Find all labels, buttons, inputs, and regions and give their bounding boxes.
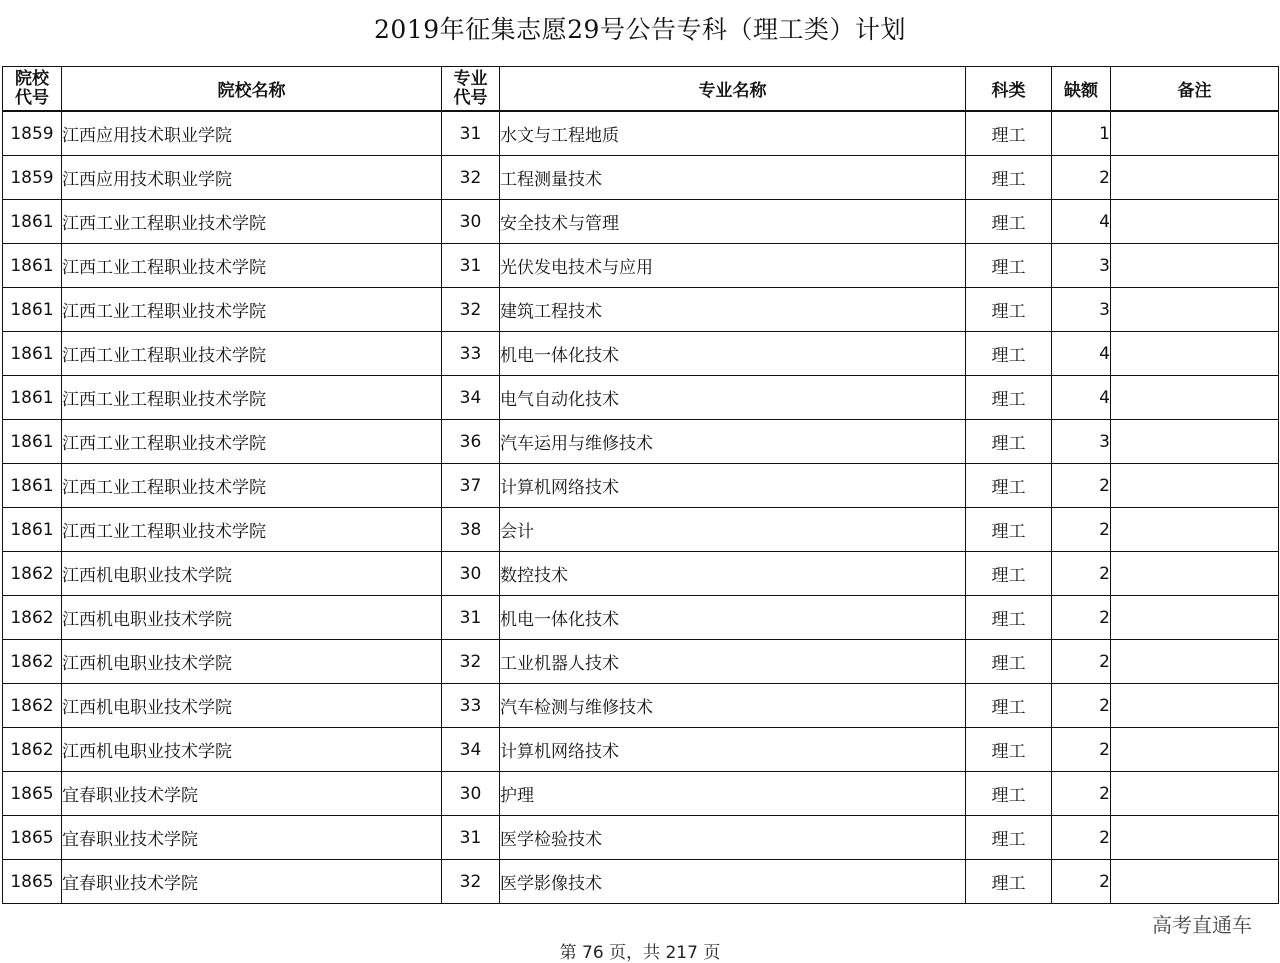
cell-major-name: 水文与工程地质 — [500, 111, 966, 156]
table-row — [3, 376, 1279, 420]
header-school-name: 院校名称 — [62, 67, 442, 112]
cell-quota: 4 — [1052, 332, 1111, 376]
page-title: 2019年征集志愿29号公告专科（理工类）计划 — [374, 15, 906, 44]
table-row — [3, 860, 1279, 904]
cell-major-name: 机电一体化技术 — [500, 596, 966, 640]
cell-note — [1111, 596, 1279, 640]
cell-category: 理工 — [966, 156, 1052, 200]
cell-note — [1111, 552, 1279, 596]
cell-category: 理工 — [966, 508, 1052, 552]
cell-note — [1111, 376, 1279, 420]
cell-category: 理工 — [966, 860, 1052, 904]
cell-quota: 3 — [1052, 244, 1111, 288]
cell-major-name: 机电一体化技术 — [500, 332, 966, 376]
cell-quota: 2 — [1052, 596, 1111, 640]
cell-school-name: 江西机电职业技术学院 — [62, 640, 442, 684]
cell-major-name: 会计 — [500, 508, 966, 552]
cell-note — [1111, 508, 1279, 552]
header-category: 科类 — [966, 67, 1052, 112]
cell-major-code: 36 — [442, 420, 500, 464]
cell-school-name: 江西工业工程职业技术学院 — [62, 332, 442, 376]
cell-major-name: 工程测量技术 — [500, 156, 966, 200]
cell-school-code: 1861 — [3, 464, 62, 508]
cell-note — [1111, 684, 1279, 728]
cell-note — [1111, 772, 1279, 816]
cell-school-name: 江西工业工程职业技术学院 — [62, 376, 442, 420]
cell-major-code: 34 — [442, 728, 500, 772]
cell-category: 理工 — [966, 464, 1052, 508]
cell-school-code: 1861 — [3, 288, 62, 332]
header-major-code-line2: 代号 — [453, 87, 488, 108]
cell-note — [1111, 464, 1279, 508]
cell-major-code: 34 — [442, 376, 500, 420]
cell-major-name: 医学检验技术 — [500, 816, 966, 860]
cell-school-code: 1862 — [3, 552, 62, 596]
admission-plan-table — [2, 66, 1279, 904]
cell-category: 理工 — [966, 596, 1052, 640]
cell-major-name: 光伏发电技术与应用 — [500, 244, 966, 288]
table-row — [3, 640, 1279, 684]
table-row — [3, 772, 1279, 816]
header-school-code-line2: 代号 — [15, 87, 49, 108]
table-row — [3, 596, 1279, 640]
watermark: 高考直通车 — [1152, 913, 1252, 937]
table-row — [3, 288, 1279, 332]
cell-school-name: 宜春职业技术学院 — [62, 860, 442, 904]
cell-quota: 2 — [1052, 816, 1111, 860]
table-row — [3, 552, 1279, 596]
cell-major-code: 31 — [442, 596, 500, 640]
cell-major-name: 工业机器人技术 — [500, 640, 966, 684]
header-major-code-line1: 专业 — [453, 68, 488, 89]
cell-school-name: 江西应用技术职业学院 — [62, 111, 442, 156]
cell-major-code: 31 — [442, 111, 500, 156]
cell-major-code: 31 — [442, 816, 500, 860]
table-row — [3, 684, 1279, 728]
cell-major-name: 计算机网络技术 — [500, 728, 966, 772]
cell-note — [1111, 156, 1279, 200]
cell-major-code: 32 — [442, 288, 500, 332]
cell-school-name: 江西工业工程职业技术学院 — [62, 508, 442, 552]
cell-note — [1111, 816, 1279, 860]
cell-school-name: 宜春职业技术学院 — [62, 772, 442, 816]
cell-major-code: 32 — [442, 156, 500, 200]
cell-category: 理工 — [966, 816, 1052, 860]
cell-category: 理工 — [966, 111, 1052, 156]
cell-major-name: 电气自动化技术 — [500, 376, 966, 420]
cell-school-name: 江西工业工程职业技术学院 — [62, 244, 442, 288]
cell-school-code: 1865 — [3, 772, 62, 816]
cell-school-code: 1862 — [3, 728, 62, 772]
cell-note — [1111, 200, 1279, 244]
cell-school-code: 1861 — [3, 508, 62, 552]
header-major-name: 专业名称 — [500, 67, 966, 112]
cell-category: 理工 — [966, 640, 1052, 684]
cell-school-name: 江西机电职业技术学院 — [62, 552, 442, 596]
cell-school-name: 江西机电职业技术学院 — [62, 596, 442, 640]
table-row — [3, 420, 1279, 464]
cell-school-code: 1865 — [3, 860, 62, 904]
cell-category: 理工 — [966, 288, 1052, 332]
cell-major-code: 31 — [442, 244, 500, 288]
cell-major-name: 数控技术 — [500, 552, 966, 596]
cell-school-name: 江西机电职业技术学院 — [62, 684, 442, 728]
cell-note — [1111, 860, 1279, 904]
table-row — [3, 728, 1279, 772]
header-major-code — [442, 67, 500, 112]
table-row — [3, 200, 1279, 244]
cell-school-code: 1861 — [3, 332, 62, 376]
cell-major-name: 护理 — [500, 772, 966, 816]
cell-school-code: 1861 — [3, 200, 62, 244]
cell-school-name: 江西工业工程职业技术学院 — [62, 288, 442, 332]
cell-category: 理工 — [966, 728, 1052, 772]
cell-category: 理工 — [966, 684, 1052, 728]
cell-major-code: 38 — [442, 508, 500, 552]
cell-quota: 2 — [1052, 640, 1111, 684]
cell-quota: 2 — [1052, 508, 1111, 552]
table-row — [3, 156, 1279, 200]
cell-quota: 2 — [1052, 552, 1111, 596]
table-row — [3, 332, 1279, 376]
cell-quota: 3 — [1052, 420, 1111, 464]
cell-major-name: 汽车运用与维修技术 — [500, 420, 966, 464]
cell-school-code: 1861 — [3, 244, 62, 288]
cell-school-code: 1861 — [3, 420, 62, 464]
table-body — [3, 111, 1279, 904]
cell-major-code: 33 — [442, 332, 500, 376]
cell-quota: 4 — [1052, 376, 1111, 420]
cell-category: 理工 — [966, 376, 1052, 420]
cell-quota: 3 — [1052, 288, 1111, 332]
cell-major-code: 30 — [442, 772, 500, 816]
cell-category: 理工 — [966, 200, 1052, 244]
cell-major-name: 汽车检测与维修技术 — [500, 684, 966, 728]
cell-major-name: 建筑工程技术 — [500, 288, 966, 332]
table-header-row — [3, 67, 1279, 112]
cell-category: 理工 — [966, 332, 1052, 376]
cell-school-code: 1859 — [3, 156, 62, 200]
cell-note — [1111, 640, 1279, 684]
page-footer: 第 76 页，共 217 页 — [559, 943, 721, 963]
cell-category: 理工 — [966, 552, 1052, 596]
cell-category: 理工 — [966, 244, 1052, 288]
table-row — [3, 816, 1279, 860]
cell-quota: 2 — [1052, 772, 1111, 816]
table-row — [3, 508, 1279, 552]
cell-school-code: 1862 — [3, 684, 62, 728]
cell-note — [1111, 244, 1279, 288]
cell-note — [1111, 111, 1279, 156]
table-row — [3, 244, 1279, 288]
cell-major-name: 计算机网络技术 — [500, 464, 966, 508]
cell-school-code: 1862 — [3, 640, 62, 684]
cell-school-name: 江西工业工程职业技术学院 — [62, 464, 442, 508]
cell-major-name: 安全技术与管理 — [500, 200, 966, 244]
cell-category: 理工 — [966, 772, 1052, 816]
cell-school-code: 1865 — [3, 816, 62, 860]
cell-school-name: 江西机电职业技术学院 — [62, 728, 442, 772]
cell-school-code: 1859 — [3, 111, 62, 156]
cell-quota: 2 — [1052, 464, 1111, 508]
table-row — [3, 111, 1279, 156]
cell-note — [1111, 728, 1279, 772]
cell-quota: 2 — [1052, 728, 1111, 772]
cell-major-name: 医学影像技术 — [500, 860, 966, 904]
cell-school-code: 1861 — [3, 376, 62, 420]
cell-quota: 2 — [1052, 684, 1111, 728]
cell-quota: 2 — [1052, 860, 1111, 904]
cell-quota: 1 — [1052, 111, 1111, 156]
cell-note — [1111, 332, 1279, 376]
cell-school-name: 江西应用技术职业学院 — [62, 156, 442, 200]
cell-major-code: 32 — [442, 640, 500, 684]
cell-major-code: 30 — [442, 200, 500, 244]
cell-major-code: 32 — [442, 860, 500, 904]
cell-major-code: 33 — [442, 684, 500, 728]
cell-major-code: 37 — [442, 464, 500, 508]
cell-category: 理工 — [966, 420, 1052, 464]
header-note: 备注 — [1111, 67, 1279, 112]
cell-quota: 4 — [1052, 200, 1111, 244]
cell-school-code: 1862 — [3, 596, 62, 640]
cell-quota: 2 — [1052, 156, 1111, 200]
cell-school-name: 江西工业工程职业技术学院 — [62, 200, 442, 244]
cell-note — [1111, 288, 1279, 332]
cell-note — [1111, 420, 1279, 464]
cell-major-code: 30 — [442, 552, 500, 596]
cell-school-name: 宜春职业技术学院 — [62, 816, 442, 860]
header-school-code-line1: 院校 — [15, 68, 49, 89]
header-quota: 缺额 — [1052, 67, 1111, 112]
header-school-code — [3, 67, 62, 112]
cell-school-name: 江西工业工程职业技术学院 — [62, 420, 442, 464]
table-row — [3, 464, 1279, 508]
